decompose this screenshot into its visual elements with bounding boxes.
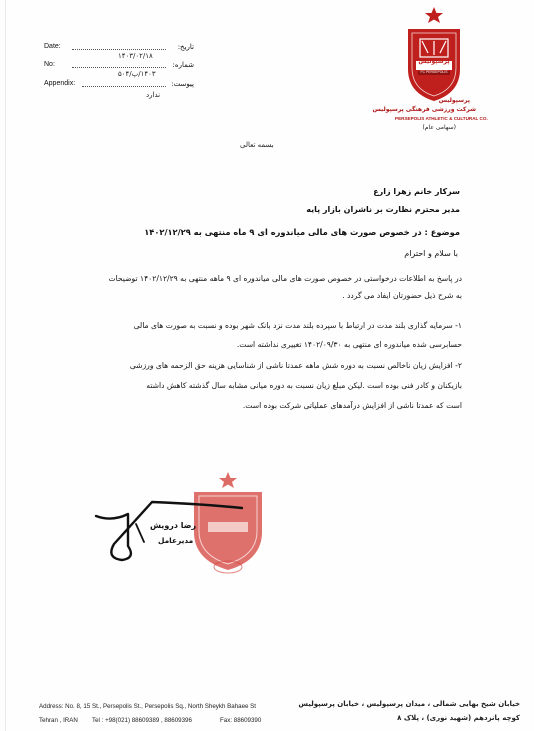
- org-name-short: پرسپولیس: [438, 97, 470, 104]
- item-2-line-2: بازیکنان و کادر فنی بوده است .لیکن مبلغ زیان نسبت به دوره میانی مشابه سال گذشته کاهش داشته: [146, 381, 462, 390]
- club-logo: [400, 5, 468, 105]
- appendix-label-en: Appendix:: [44, 80, 76, 87]
- recipient-title: مدیر محترم نظارت بر ناشران بازار پایه: [306, 205, 460, 214]
- signatory-title: مدیرعامل: [158, 536, 194, 545]
- intro-line-2: به شرح ذیل حضورتان ایفاد می گردد .: [342, 291, 462, 300]
- org-name-en: PERSEPOLIS ATHLETIC & CULTURAL CO.: [395, 116, 488, 121]
- item-2-line-3: است که عمدتا ناشی از افزایش درآمدهای عملیاتی شرکت بوده است.: [242, 401, 462, 410]
- basmala: بسمه تعالی: [240, 141, 274, 149]
- dotted-line: [82, 86, 166, 87]
- letter-subject: موضوع : در خصوص صورت های مالی میاندوره ای ۹ ماه منتهی به ۱۴۰۲/۱۲/۲۹: [144, 227, 460, 237]
- logo-wordmark-en: FC PERSEPOLIS: [420, 70, 448, 74]
- item-2-line-1: ۲- افزایش زیان ناخالص نسبت به دوره شش ماهه عمدتا ناشی از شناسایی هزینه حق الزحمه های ورزشی: [129, 361, 462, 370]
- date-label-fa: تاریخ:: [177, 43, 194, 51]
- org-name-full: شرکت ورزشی فرهنگی پرسپولیس: [372, 106, 476, 113]
- date-label-en: Date:: [44, 43, 61, 50]
- footer-address-fa-2: کوچه پانزدهم (شهید نوری) ، پلاک ۸: [397, 714, 520, 722]
- footer-fax: Fax: 88609390: [220, 717, 262, 724]
- signatory-name: رضا درویش: [150, 521, 197, 530]
- item-1-line-2: حسابرسی شده میاندوره ای منتهی به ۱۴۰۲/۰۹/۳۰ تغییری نداشته است.: [236, 340, 462, 349]
- item-1-line-1: ۱- سرمایه گذاری بلند مدت در ارتباط با سپرده بلند مدت نزد بانک شهر بوده و نسبت به صورت های مالی: [133, 321, 462, 330]
- intro-line-1: در پاسخ به اطلاعات درخواستی در خصوص صورت های مالی میاندوره ای ۹ ماهه منتهی به ۱۴۰۲/۱۲/۲۹ توضیحات: [108, 274, 462, 283]
- footer-city: Tehran , IRAN: [39, 717, 78, 724]
- appendix-field: [44, 80, 194, 91]
- footer-address-fa-1: خیابان شیخ بهایی شمالی ، میدان پرسپولیس ، خیابان پرسپولیس: [298, 700, 520, 708]
- dotted-line: [72, 67, 166, 68]
- number-label-fa: شماره:: [172, 61, 194, 69]
- recipient-name: سرکار خانم زهرا زارع: [373, 187, 460, 196]
- number-label-en: No:: [44, 61, 55, 68]
- number-value: ۱۴۰۳/پ/۵۰۴: [118, 70, 156, 78]
- appendix-value: ندارد: [146, 91, 161, 99]
- page-edge: [5, 0, 6, 731]
- footer-tel: Tel : +98(021) 88609389 , 88609396: [92, 717, 192, 724]
- date-value: ۱۴۰۳/۰۲/۱۸: [118, 52, 153, 60]
- greeting: با سلام و احترام: [404, 249, 458, 258]
- org-type: (سهامی عام): [422, 124, 456, 131]
- footer-address-en: Address: No. 8, 15 St., Persepolis St., Persepolis Sq., North Sheykh Bahaee St: [39, 703, 257, 710]
- logo-wordmark-fa: پرسپولیس: [418, 58, 450, 65]
- appendix-label-fa: پیوست:: [171, 80, 194, 88]
- dotted-line: [72, 49, 166, 50]
